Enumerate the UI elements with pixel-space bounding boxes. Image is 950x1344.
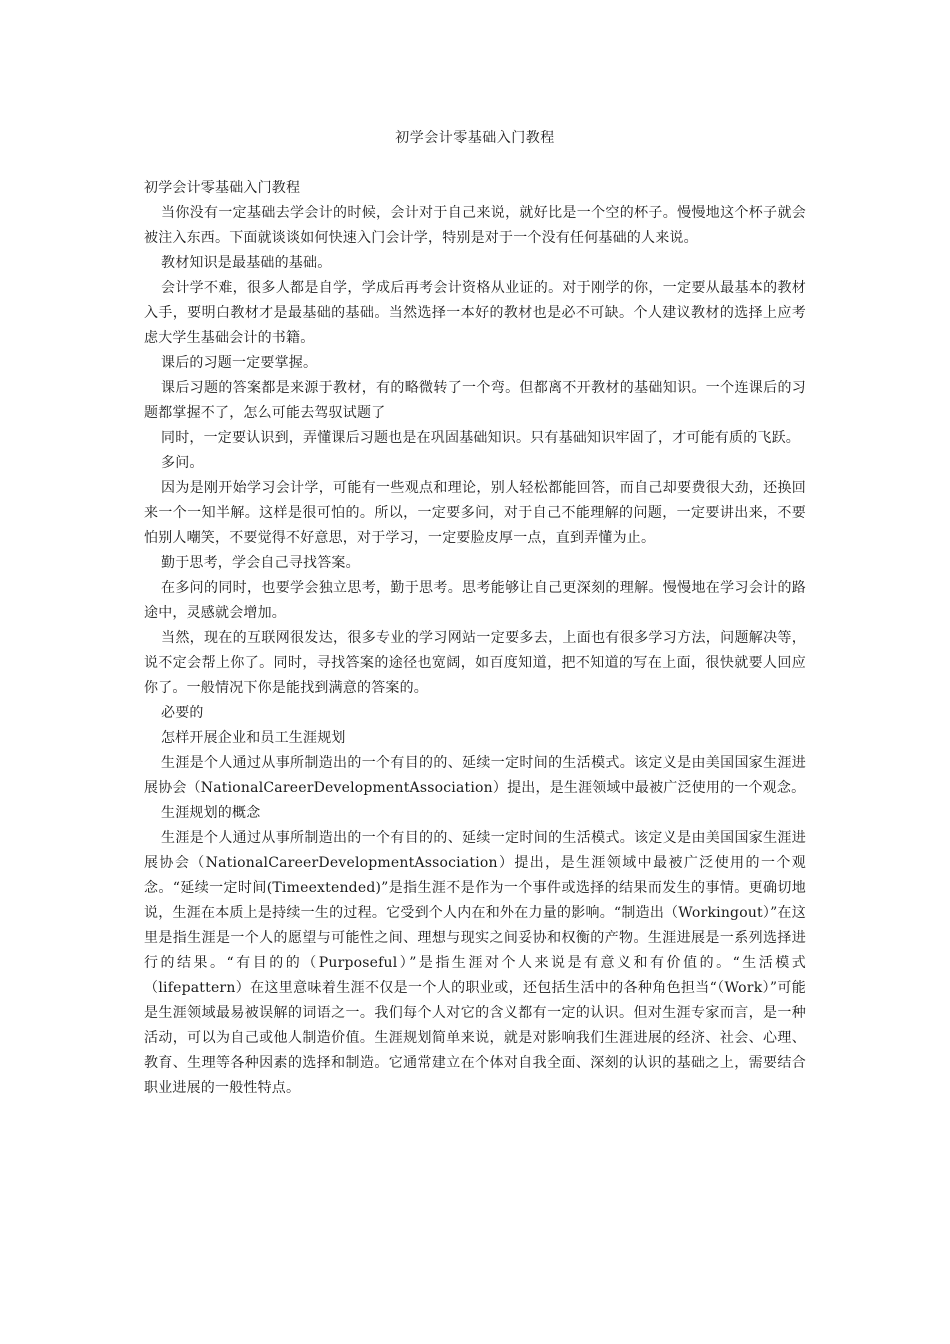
body-heading: 初学会计零基础入门教程 xyxy=(144,180,301,196)
paragraph: 生涯是个人通过从事所制造出的一个有目的的、延续一定时间的生活模式。该定义是由美国国家生涯进展协会（NationalCareerDevelopmentAssociation）提出，是生涯领域中最被广泛使用的一个观念。 xyxy=(144,755,806,796)
paragraph: 会计学不难，很多人都是自学，学成后再考会计资格从业证的。对于刚学的你，一定要从最基本的教材入手，要明白教材才是最基础的基础。当然选择一本好的教材也是必不可缺。个人建议教材的选择上应考虑大学生基础会计的书籍。 xyxy=(144,280,806,346)
paragraph: 因为是刚开始学习会计学，可能有一些观点和理论，别人轻松都能回答，而自己却要费很大劲，还换回来一个一知半解。这样是很可怕的。所以，一定要多问，对于自己不能理解的问题，一定要讲出来，不要怕别人嘲笑，不要觉得不好意思，对于学习，一定要脸皮厚一点，直到弄懂为止。 xyxy=(144,480,806,546)
section-heading: 怎样开展企业和员工生涯规划 xyxy=(161,730,346,746)
section-heading: 勤于思考，学会自己寻找答案。 xyxy=(161,555,360,571)
paragraph: 必要的 xyxy=(161,705,204,721)
paragraph: 同时，一定要认识到，弄懂课后习题也是在巩固基础知识。只有基础知识牢固了，才可能有质的飞跃。 xyxy=(161,430,800,446)
section-heading: 课后的习题一定要掌握。 xyxy=(161,355,318,371)
paragraph: 在多问的同时，也要学会独立思考，勤于思考。思考能够让自己更深刻的理解。慢慢地在学习会计的路途中，灵感就会增加。 xyxy=(144,580,806,621)
paragraph: 当你没有一定基础去学会计的时候，会计对于自己来说，就好比是一个空的杯子。慢慢地这个杯子就会被注入东西。下面就谈谈如何快速入门会计学，特别是对于一个没有任何基础的人来说。 xyxy=(144,205,806,246)
section-heading: 多问。 xyxy=(161,455,204,471)
paragraph: 当然，现在的互联网很发达，很多专业的学习网站一定要多去，上面也有很多学习方法，问题解决等，说不定会帮上你了。同时，寻找答案的途径也宽阔，如百度知道，把不知道的写在上面，很快就要人回应你了。一般情况下你是能找到满意的答案的。 xyxy=(144,630,806,696)
section-heading: 生涯规划的概念 xyxy=(161,805,261,821)
document-body xyxy=(144,176,806,1101)
section-heading: 教材知识是最基础的基础。 xyxy=(161,255,332,271)
paragraph: 课后习题的答案都是来源于教材，有的略微转了一个弯。但都离不开教材的基础知识。一个连课后的习题都掌握不了，怎么可能去驾驭试题了 xyxy=(144,380,806,421)
paragraph: 生涯是个人通过从事所制造出的一个有目的的、延续一定时间的生活模式。该定义是由美国国家生涯进展协会（NationalCareerDevelopmentAssociation）提出，是生涯领域中最被广泛使用的一个观念。“延续一定时间(Timeextended)”是指生涯不是作为一个事件或选择的结果而发生的事情。更确切地说，生涯在本质上是持续一生的过程。它受到个人内在和外在力量的影响。“制造出（Workingout）”在这里是指生涯是一个人的愿望与可能性之间、理想与现实之间妥协和权衡的产物。生涯进展是一系列选择进行的结果。“有目的的（Purposeful）”是指生涯对个人来说是有意义和有价值的。“生活模式（lifepattern）在这里意味着生涯不仅是一个人的职业或，还包括生活中的各种角色担当“（Work）”可能是生涯领域最易被误解的词语之一。我们每个人对它的含义都有一定的认识。但对生涯专家而言，是一种活动，可以为自己或他人制造价值。生涯规划简单来说，就是对影响我们生涯进展的经济、社会、心理、教育、生理等各种因素的选择和制造。它通常建立在个体对自我全面、深刻的认识的基础之上，需要结合职业进展的一般性特点。 xyxy=(144,830,806,1096)
document-title: 初学会计零基础入门教程 xyxy=(395,130,555,146)
